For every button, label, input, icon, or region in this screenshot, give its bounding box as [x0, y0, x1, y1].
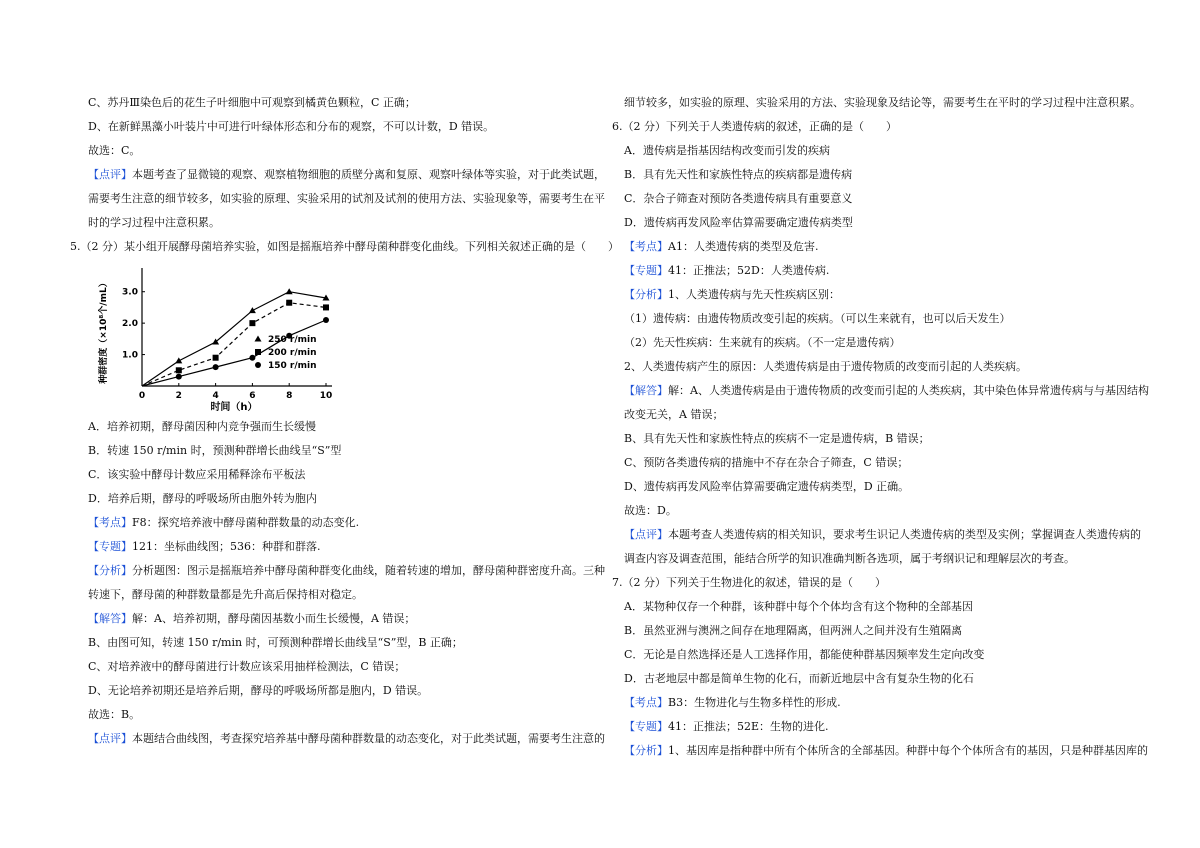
option-d: D．培养后期，酵母的呼吸场所由胞外转为胞内 — [88, 492, 317, 505]
data-point-square — [249, 320, 255, 326]
fenxi-line — [624, 744, 1148, 758]
y-tick-label: 1.0 — [122, 350, 138, 361]
option-a: A．培养初期，酵母菌因种内竞争强而生长缓慢 — [88, 420, 316, 433]
question-7: 7.（2 分）下列关于生物进化的叙述，错误的是（ ） — [612, 576, 886, 589]
y-tick-label: 3.0 — [122, 287, 138, 298]
text-span: A1：人类遗传病的类型及危害. — [668, 240, 819, 253]
x-tick-label: 10 — [319, 391, 333, 401]
text-span: 本题结合曲线图，考查探究培养基中酵母菌种群数量的动态变化，对于此类试题，需要考生注意的 — [132, 732, 605, 745]
text-line: 转速下，酵母菌的种群数量都是先升高后保持相对稳定。 — [88, 588, 363, 601]
text-line: B、具有先天性和家族性特点的疾病不一定是遗传病，B 错误； — [624, 432, 930, 445]
data-point-circle — [255, 362, 261, 368]
text-line: C、预防各类遗传病的措施中不存在杂合子筛查，C 错误； — [624, 456, 909, 469]
data-point-circle — [249, 355, 255, 361]
option-b: B．具有先天性和家族性特点的疾病都是遗传病 — [624, 168, 853, 181]
jieda-tag: 【解答】 — [88, 612, 132, 625]
option-a: A．某物种仅存一个种群，该种群中每个个体均含有这个物种的全部基因 — [624, 600, 973, 613]
dianping-line — [624, 528, 1141, 542]
kaodian-tag: 【考点】 — [624, 240, 668, 253]
jieda-line — [624, 384, 1149, 398]
text-span: 121：坐标曲线图；536：种群和群落. — [132, 540, 321, 553]
data-point-circle — [323, 317, 329, 323]
data-point-square — [286, 300, 292, 306]
y-axis-label: 种群密度（×10⁸个/mL） — [99, 278, 109, 384]
kaodian-line — [624, 240, 818, 254]
option-c: C．该实验中酵母计数应采用稀释涂布平板法 — [88, 468, 306, 481]
comment-line — [88, 168, 605, 182]
option-a: A．遗传病是指基因结构改变而引发的疾病 — [624, 144, 830, 157]
text-span: 解：A、培养初期，酵母菌因基数小而生长缓慢，A 错误； — [132, 612, 416, 625]
text-line: 时的学习过程中注意积累。 — [88, 216, 220, 229]
text-line: D、遗传病再发风险率估算需要确定遗传病类型，D 正确。 — [624, 480, 910, 493]
text-line: 故选：D。 — [624, 504, 677, 517]
fenxi-tag: 【分析】 — [88, 564, 132, 577]
text-span: B3：生物进化与生物多样性的形成. — [668, 696, 841, 709]
kaodian-line — [624, 696, 841, 710]
text-line: D、无论培养初期还是培养后期，酵母的呼吸场所都是胞内，D 错误。 — [88, 684, 429, 697]
text-line: 2、人类遗传病产生的原因：人类遗传病是由于遗传物质的改变而引起的人类疾病。 — [624, 360, 1027, 373]
dianping-line — [88, 732, 605, 746]
zhuanti-line — [624, 264, 829, 278]
dianping-tag: 【点评】 — [88, 732, 132, 745]
zhuanti-tag: 【专题】 — [624, 720, 668, 733]
text-span: 41：正推法；52D：人类遗传病. — [668, 264, 830, 277]
data-point-square — [213, 355, 219, 361]
option-b: B．虽然亚洲与澳洲之间存在地理隔离，但两洲人之间并没有生殖隔离 — [624, 624, 963, 637]
x-tick-label: 2 — [175, 391, 182, 401]
text-line: 故选：B。 — [88, 708, 141, 721]
text-line: C、对培养液中的酵母菌进行计数应该采用抽样检测法，C 错误； — [88, 660, 406, 673]
text-line: 改变无关，A 错误； — [624, 408, 724, 421]
option-c: C．杂合子筛查对预防各类遗传病具有重要意义 — [624, 192, 853, 205]
text-span: 本题考查了显微镜的观察、观察植物细胞的质壁分离和复原、观察叶绿体等实验，对于此类试题， — [132, 168, 605, 181]
data-point-circle — [176, 374, 182, 380]
text-line: 细节较多，如实验的原理、实验采用的方法、实验现象及结论等，需要考生在平时的学习过程中注意积累。 — [624, 96, 1141, 109]
population-chart — [90, 264, 350, 412]
data-point-triangle — [286, 288, 293, 294]
data-point-triangle — [249, 307, 256, 313]
fenxi-line — [88, 564, 605, 578]
kaodian-tag: 【考点】 — [624, 696, 668, 709]
text-span: 分析题图：图示是摇瓶培养中酵母菌种群变化曲线，随着转速的增加，酵母菌种群密度升高。三种 — [132, 564, 605, 577]
text-span: 41：正推法；52E：生物的进化. — [668, 720, 829, 733]
data-point-square — [255, 349, 261, 355]
text-line: 故选：C。 — [88, 144, 141, 157]
x-tick-label: 4 — [212, 391, 219, 401]
fenxi-tag: 【分析】 — [624, 744, 668, 757]
text-line: 需要考生注意的细节较多，如实验的原理、实验采用的试剂及试剂的使用方法、实验现象等，需要考生在平 — [88, 192, 605, 205]
x-tick-label: 6 — [249, 391, 256, 401]
x-tick-label: 8 — [286, 391, 293, 401]
text-span: 1、人类遗传病与先天性疾病区别： — [668, 288, 840, 301]
option-c: C．无论是自然选择还是人工选择作用，都能使种群基因频率发生定向改变 — [624, 648, 985, 661]
kaodian-tag: 【考点】 — [88, 516, 132, 529]
zhuanti-line — [624, 720, 829, 734]
legend-label: 250 r/min — [268, 335, 317, 345]
question-6: 6.（2 分）下列关于人类遗传病的叙述，正确的是（ ） — [612, 120, 897, 133]
text-line: （2）先天性疾病：生来就有的疾病。（不一定是遗传病） — [624, 336, 901, 349]
text-span: 1、基因库是指种群中所有个体所含的全部基因。种群中每个个体所含有的基因，只是种群基因库的 — [668, 744, 1148, 757]
text-line: D、在新鲜黑藻小叶装片中可进行叶绿体形态和分布的观察，不可以计数，D 错误。 — [88, 120, 495, 133]
jieda-tag: 【解答】 — [624, 384, 668, 397]
fenxi-line — [624, 288, 840, 302]
text-line: C、苏丹Ⅲ染色后的花生子叶细胞中可观察到橘黄色颗粒，C 正确； — [88, 96, 416, 109]
x-tick-label: 0 — [138, 391, 146, 401]
fenxi-tag: 【分析】 — [624, 288, 668, 301]
text-line: 调查内容及调查范围，能结合所学的知识准确判断各选项，属于考纲识记和理解层次的考查。 — [624, 552, 1075, 565]
y-tick-label: 2.0 — [122, 319, 138, 330]
chart-svg — [90, 264, 350, 412]
option-d: D．古老地层中都是简单生物的化石，而新近地层中含有复杂生物的化石 — [624, 672, 974, 685]
dianping-tag: 【点评】 — [624, 528, 668, 541]
text-span: 本题考查人类遗传病的相关知识，要求考生识记人类遗传病的类型及实例；掌握调查人类遗传病的 — [668, 528, 1141, 541]
data-point-square — [323, 304, 329, 310]
x-axis-label: 时间（h） — [210, 402, 258, 412]
zhuanti-line — [88, 540, 321, 554]
data-point-triangle — [255, 336, 262, 342]
kaodian-line — [88, 516, 359, 530]
text-line: B、由图可知，转速 150 r/min 时，可预测种群增长曲线呈“S”型，B 正确； — [88, 636, 463, 649]
jieda-line — [88, 612, 415, 626]
legend-label: 150 r/min — [268, 361, 317, 371]
zhuanti-tag: 【专题】 — [624, 264, 668, 277]
zhuanti-tag: 【专题】 — [88, 540, 132, 553]
text-line: （1）遗传病：由遗传物质改变引起的疾病。（可以生来就有，也可以后天发生） — [624, 312, 1011, 325]
legend-label: 200 r/min — [268, 348, 317, 358]
data-point-square — [176, 367, 182, 373]
text-span: 解：A、人类遗传病是由于遗传物质的改变而引起的人类疾病，其中染色体异常遗传病与与基因结构 — [668, 384, 1149, 397]
option-d: D．遗传病再发风险率估算需要确定遗传病类型 — [624, 216, 853, 229]
data-point-circle — [213, 364, 219, 370]
option-b: B．转速 150 r/min 时，预测种群增长曲线呈“S”型 — [88, 444, 342, 457]
text-span: F8：探究培养液中酵母菌种群数量的动态变化. — [132, 516, 360, 529]
data-point-triangle — [175, 357, 182, 363]
comment-tag: 【点评】 — [88, 168, 132, 181]
question-5: 5.（2 分）某小组开展酵母菌培养实验，如图是摇瓶培养中酵母菌种群变化曲线。下列相关叙述正确的是（ ） — [70, 240, 619, 253]
